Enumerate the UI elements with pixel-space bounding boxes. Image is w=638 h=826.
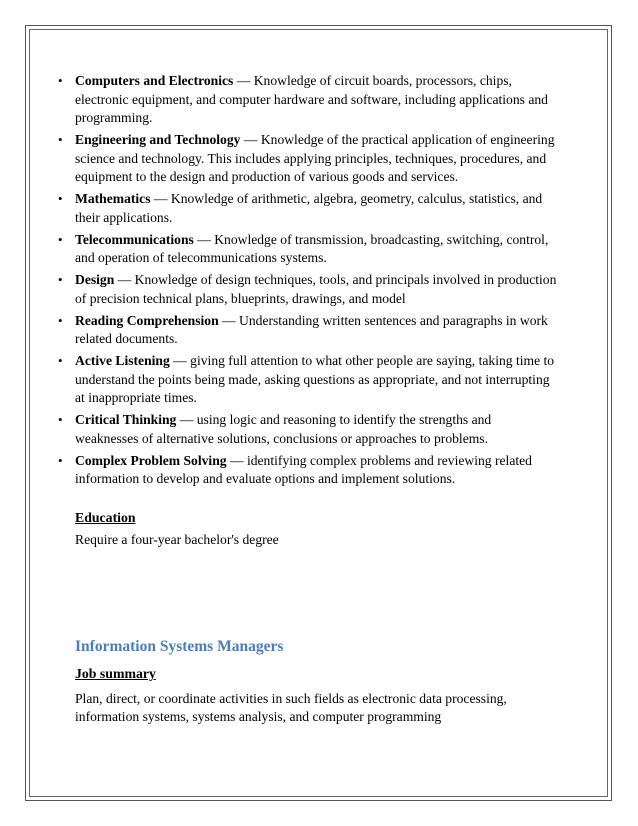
skill-description: — Understanding written sentences and paragraphs in work related documents. xyxy=(75,312,548,346)
list-item xyxy=(58,271,558,308)
skill-name: Engineering and Technology xyxy=(75,132,241,147)
skill-name: Design xyxy=(75,272,115,287)
skill-name: Computers and Electronics xyxy=(75,73,234,88)
bullet-icon: • xyxy=(58,191,63,206)
bullet-icon: • xyxy=(58,231,63,247)
list-item xyxy=(58,452,558,489)
bullet-icon: • xyxy=(58,272,63,287)
skill-description: — Knowledge of arithmetic, algebra, geometry, calculus, statistics, and their applications. xyxy=(75,191,543,225)
bullet-icon: • xyxy=(58,353,63,368)
job-summary-heading: Job summary xyxy=(75,666,156,681)
skill-description: — giving full attention to what other people are saying, taking time to understand the points being made, asking questions as appropriate, and not interrupting at inappropriate times. xyxy=(75,353,555,405)
job-summary-text: Plan, direct, or coordinate activities in such fields as electronic data processing, information systems, systems analysis, and computer programming xyxy=(75,690,507,724)
skill-name: Mathematics xyxy=(75,191,151,206)
skill-description: — using logic and reasoning to identify the strengths and weaknesses of alternative solutions, conclusions or approaches to problems. xyxy=(75,412,492,446)
bullet-icon: • xyxy=(58,312,63,328)
skill-description: — Knowledge of the practical application of engineering science and technology. This includes applying principles, techniques, procedures, and equipment to the design and production of various goods and services. xyxy=(75,132,555,184)
list-item xyxy=(58,411,558,448)
skill-name: Reading Comprehension xyxy=(75,312,219,328)
skill-description: — Knowledge of design techniques, tools, and principals involved in production of precision technical plans, blueprints, drawings, and model xyxy=(75,272,557,306)
skill-description: — identifying complex problems and reviewing related information to develop and evaluate options and implement solutions. xyxy=(75,452,532,486)
job-title: Information Systems Managers xyxy=(75,638,284,655)
bullet-icon: • xyxy=(58,452,63,468)
list-item xyxy=(58,352,558,408)
skills-section xyxy=(58,72,558,492)
skill-name: Critical Thinking xyxy=(75,412,177,427)
skill-description: — Knowledge of transmission, broadcasting, switching, control, and operation of telecommunications systems. xyxy=(75,231,549,265)
skill-description: — Knowledge of circuit boards, processors, chips, electronic equipment, and computer hardware and software, including applications and programming. xyxy=(75,73,548,125)
education-text: Require a four-year bachelor's degree xyxy=(75,532,279,547)
list-item xyxy=(58,231,558,268)
skill-name: Complex Problem Solving xyxy=(75,452,227,468)
skill-name: Telecommunications xyxy=(75,231,194,247)
list-item xyxy=(58,312,558,349)
education-heading: Education xyxy=(75,510,136,525)
list-item xyxy=(58,131,558,187)
bullet-icon: • xyxy=(58,73,63,88)
bullet-icon: • xyxy=(58,412,63,427)
skills-list xyxy=(58,72,558,489)
education-section xyxy=(75,508,555,549)
bullet-icon: • xyxy=(58,132,63,147)
job-summary-section xyxy=(75,665,565,727)
list-item xyxy=(58,72,558,128)
list-item xyxy=(58,190,558,227)
skill-name: Active Listening xyxy=(75,353,170,368)
